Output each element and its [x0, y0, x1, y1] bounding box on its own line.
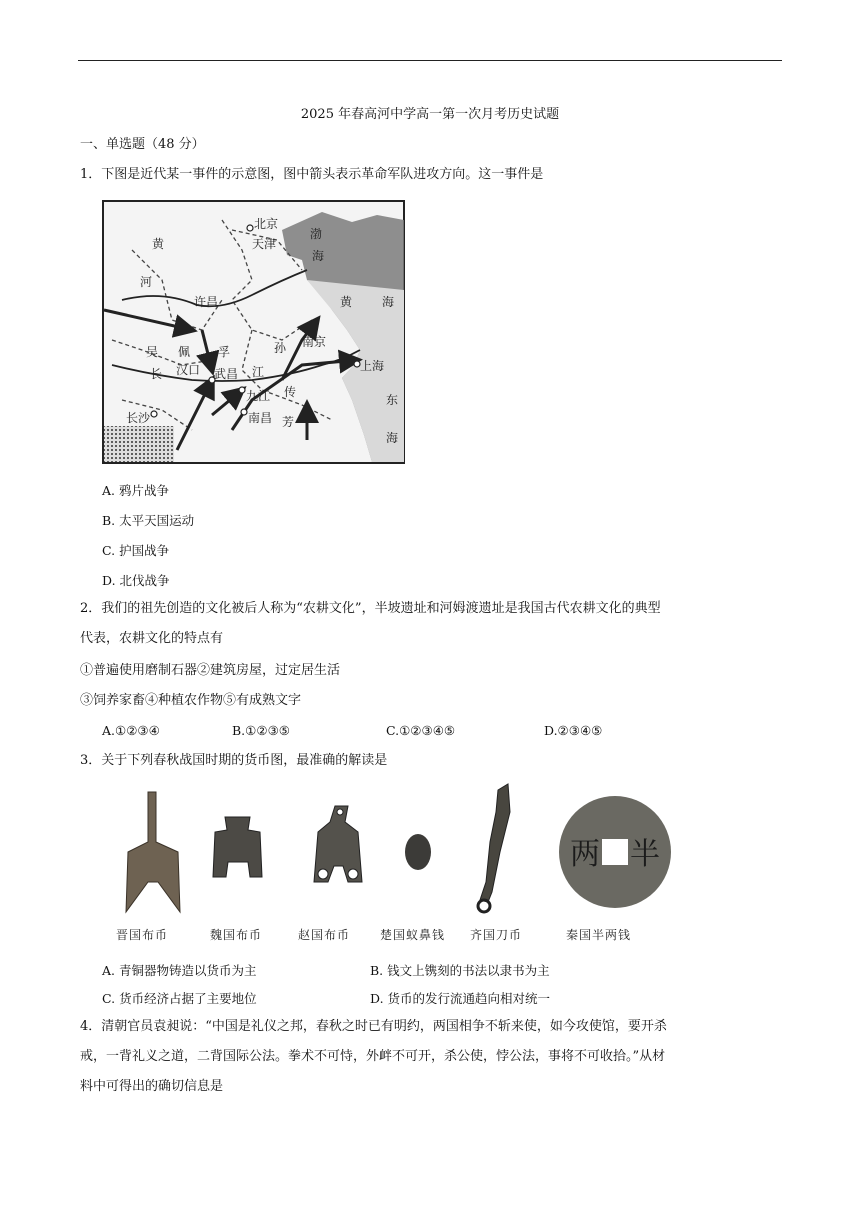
q1-option-d[interactable]: D. 北伐战争: [102, 573, 170, 588]
hatched-region: [104, 426, 174, 462]
map-label-hankou: 汉口: [176, 363, 201, 377]
header-rule: [78, 60, 782, 61]
map-label-bohai: 渤: [310, 227, 323, 241]
map-label-nanjing: 南京: [302, 335, 327, 349]
map-label-fang: 芳: [282, 415, 295, 429]
q4-line1: 4．清朝官员袁昶说：“中国是礼仪之邦，春秋之时已有明约，两国相争不斩来使，如今攻使馆，要开杀: [80, 1019, 667, 1034]
q1-option-b[interactable]: B. 太平天国运动: [102, 513, 195, 528]
map-label-huanghai2: 海: [382, 295, 395, 309]
qin-glyph-left: 两: [570, 837, 600, 872]
q2-option-a[interactable]: A.①②③④: [102, 723, 160, 738]
q1-option-c[interactable]: C. 护国战争: [102, 543, 170, 558]
q3-stem: 3．关于下列春秋战国时期的货币图，最准确的解读是: [80, 753, 388, 768]
map-label-fu: 孚: [218, 345, 231, 359]
q3-option-c[interactable]: C. 货币经济占据了主要地位: [102, 991, 257, 1006]
coin-label-chu: 楚国蚁鼻钱: [380, 928, 446, 942]
map-label-tianjin: 天津: [252, 237, 277, 251]
page-title: 2025 年春高河中学高一第一次月考历史试题: [300, 107, 560, 122]
map-label-xuchang: 许昌: [194, 295, 219, 309]
q2-items-line1: ①普遍使用磨制石器②建筑房屋，过定居生活: [80, 663, 341, 678]
map-label-donghai1: 东: [386, 393, 399, 407]
map-label-changsha: 长沙: [126, 411, 151, 425]
coin-label-jin: 晋国布币: [116, 928, 169, 942]
map-label-wuchang: 武昌: [214, 367, 239, 381]
q3-option-b[interactable]: B. 钱文上镌刻的书法以隶书为主: [370, 963, 550, 978]
map-label-donghai2: 海: [386, 431, 399, 445]
q3-coins-image: [100, 782, 680, 950]
map-label-huang: 黄: [152, 237, 165, 251]
map-label-he: 河: [140, 275, 153, 289]
q3-option-a[interactable]: A. 青铜器物铸造以货币为主: [102, 963, 257, 978]
map-label-chuan: 传: [284, 385, 297, 399]
q2-option-c[interactable]: C.①②③④⑤: [386, 723, 456, 738]
wei-spade-coin: [213, 817, 262, 877]
zhao-spade-coin: [314, 806, 362, 882]
map-label-bohai2: 海: [312, 249, 325, 263]
map-label-nanchang: 南昌: [248, 411, 273, 425]
q2-option-d[interactable]: D.②③④⑤: [544, 723, 603, 738]
q2-stem-line1: 2．我们的祖先创造的文化被后人称为“农耕文化”，半坡遗址和河姆渡遗址是我国古代农耕文化的典型: [80, 601, 661, 616]
q1-stem: 1．下图是近代某一事件的示意图，图中箭头表示革命军队进攻方向。这一事件是: [80, 167, 544, 182]
coin-label-wei: 魏国布币: [210, 928, 263, 942]
q3-option-d[interactable]: D. 货币的发行流通趋向相对统一: [370, 991, 551, 1006]
jin-spade-coin: [126, 792, 180, 912]
chu-antnose-coin: [405, 834, 431, 870]
q2-option-b[interactable]: B.①②③⑤: [232, 723, 290, 738]
coin-label-qi: 齐国刀币: [470, 928, 523, 942]
map-label-jiujiang: 九江: [246, 389, 271, 403]
coin-label-qin: 秦国半两钱: [566, 928, 632, 942]
q4-line3: 料中可得出的确切信息是: [80, 1079, 224, 1094]
map-label-chang: 长: [150, 367, 163, 381]
q4-line2: 戒，一背礼义之道，二背国际公法。拳术不可恃，外衅不可开，杀公使，悖公法，事将不可收拾。”从材: [80, 1049, 666, 1064]
qin-banliang-coin: [559, 796, 671, 908]
qin-glyph-right: 半: [630, 837, 660, 872]
map-label-wu: 吴: [146, 345, 159, 359]
section-heading: 一、单选题（48 分）: [80, 137, 205, 152]
map-label-jiang: 江: [252, 365, 265, 379]
map-label-pei: 佩: [178, 345, 191, 359]
q2-items-line2: ③饲养家畜④种植农作物⑤有成熟文字: [80, 693, 302, 708]
map-label-beijing: 北京: [254, 217, 279, 231]
map-label-sun: 孙: [274, 341, 287, 355]
q2-stem-line2: 代表，农耕文化的特点有: [80, 631, 224, 646]
q1-map: [102, 200, 405, 464]
coin-label-zhao: 赵国布币: [298, 928, 351, 942]
map-label-shanghai: 上海: [360, 359, 385, 373]
map-label-huanghai1: 黄: [340, 295, 353, 309]
q1-option-a[interactable]: A. 鸦片战争: [102, 483, 169, 498]
qi-knife-coin: [478, 784, 510, 912]
